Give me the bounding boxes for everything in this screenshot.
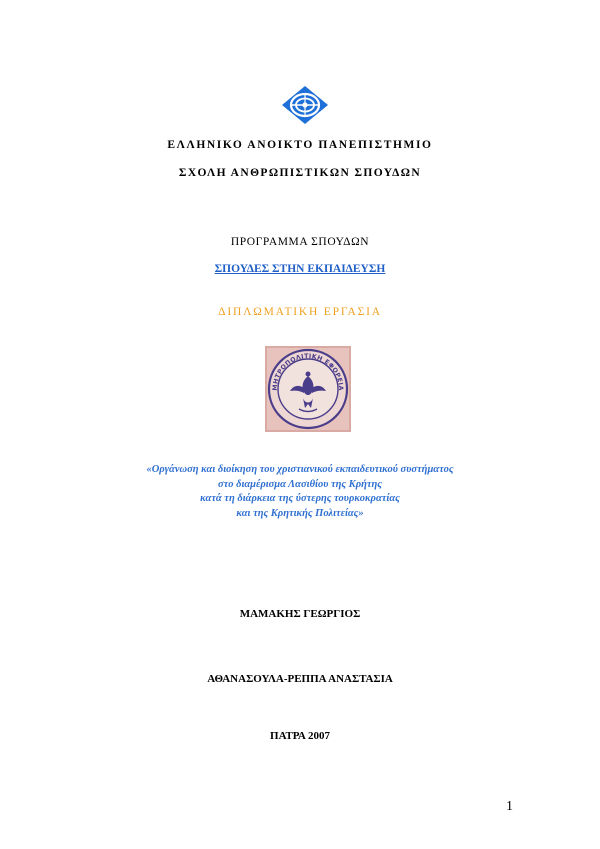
thesis-title-line: και της Κρητικής Πολιτείας»	[236, 507, 364, 519]
thesis-title-line: «Οργάνωση και διοίκηση του χριστιανικού εκπαιδευτικού συστήματος	[146, 464, 454, 475]
page-number: 1	[506, 799, 513, 814]
program-name-link[interactable]: ΣΠΟΥΔΕΣ ΣΤΗΝ ΕΚΠΑΙΔΕΥΣΗ	[214, 263, 386, 275]
seal-phoenix-icon	[265, 346, 351, 432]
thesis-title-line: κατά τη διάρκεια της ύστερης τουρκοκρατίας	[200, 493, 400, 504]
svg-text:ΜΗΤΡΟΠΟΛΙΤΙΚΗ ΕΦΟΡΕΙΑ: ΜΗΤΡΟΠΟΛΙΤΙΚΗ ΕΦΟΡΕΙΑ	[271, 352, 345, 391]
program-heading: ΠΡΟΓΡΑΜΜΑ ΣΠΟΥΔΩΝ	[230, 236, 370, 248]
place-date: ΠΑΤΡΑ 2007	[270, 730, 330, 742]
author-name: ΜΑΜΑΚΗΣ ΓΕΩΡΓΙΟΣ	[239, 608, 361, 620]
thesis-type: ΔΙΠΛΩΜΑΤΙΚΗ ΕΡΓΑΣΙΑ	[218, 306, 382, 318]
thesis-title-line: στο διαμέρισμα Λασιθίου της Κρήτης	[218, 478, 382, 490]
university-name: ΕΛΛΗΝΙΚΟ ΑΝΟΙΚΤΟ ΠΑΝΕΠΙΣΤΗΜΙΟ	[167, 139, 433, 151]
school-name: ΣΧΟΛΗ ΑΝΘΡΩΠΙΣΤΙΚΩΝ ΣΠΟΥΔΩΝ	[178, 167, 422, 179]
supervisor-name: ΑΘΑΝΑΣΟΥΛΑ-ΡΕΠΠΑ ΑΝΑΣΤΑΣΙΑ	[207, 673, 393, 685]
thesis-title	[0, 463, 600, 521]
university-logo-icon	[281, 85, 329, 125]
